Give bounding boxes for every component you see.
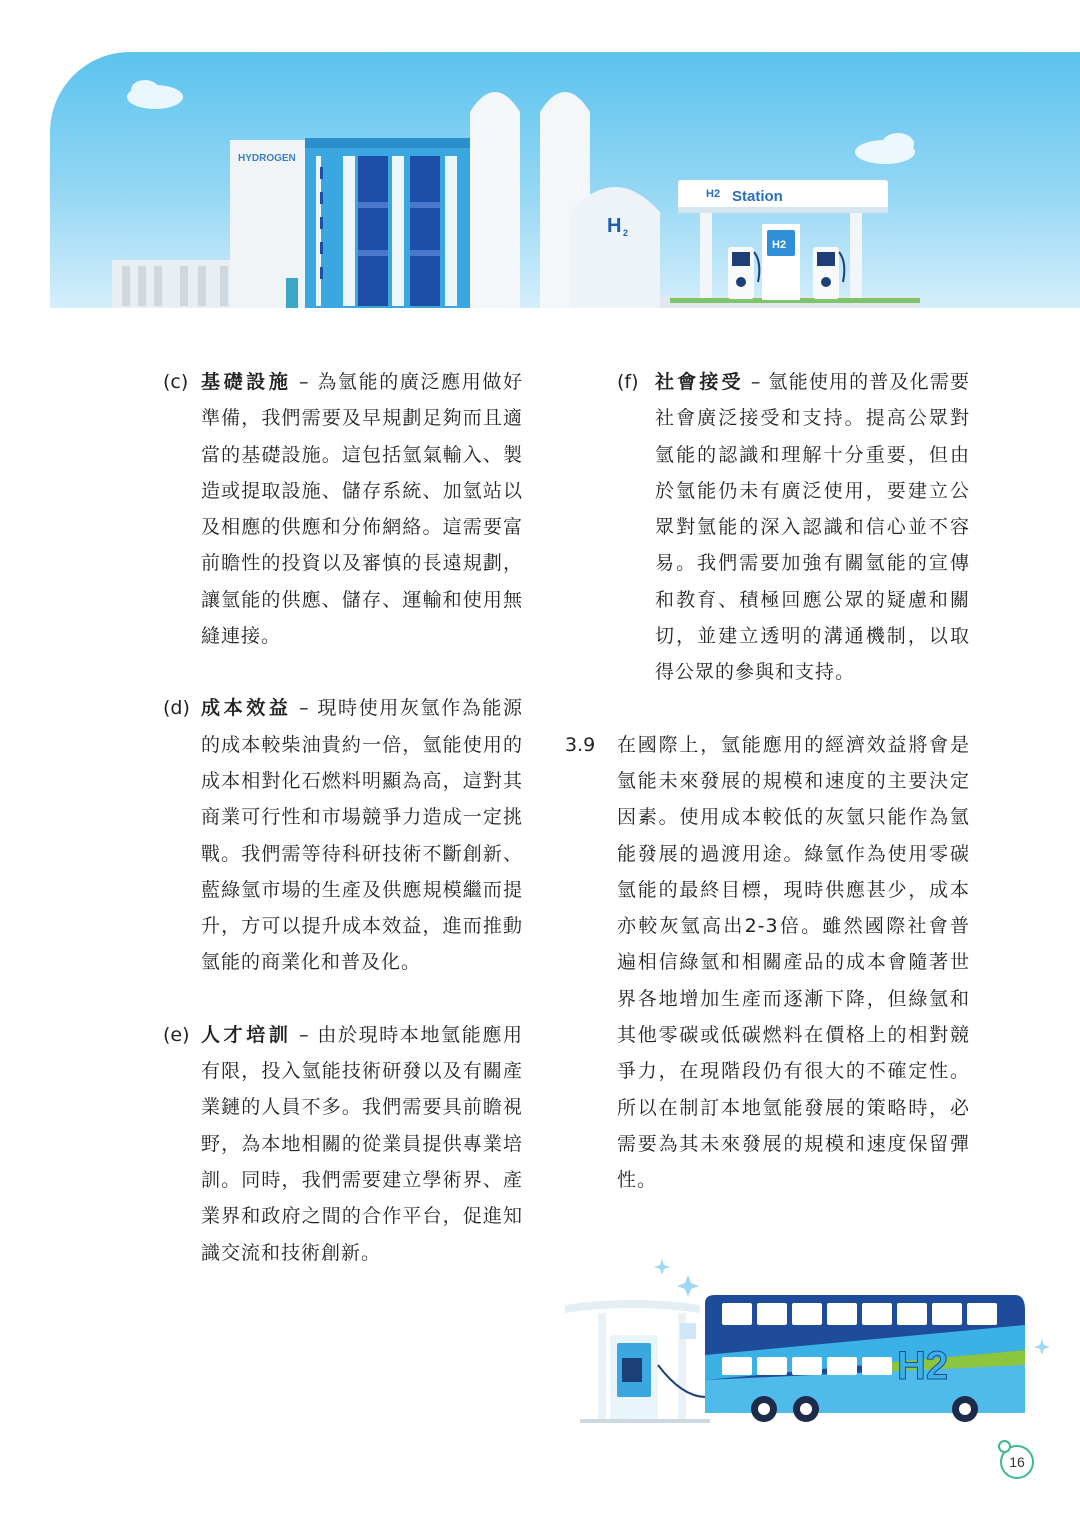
paragraph-number: 3.9 [565, 733, 596, 756]
section-c-infrastructure [163, 364, 523, 654]
list-marker: (d) [163, 697, 190, 720]
paragraph-text: 在國際上，氫能應用的經濟效益將會是氫能未來發展的規模和速度的主要決定因素。使用成本較低的灰氫只能作為氫能發展的過渡用途。綠氫作為使用零碳氫能的最終目標，現時供應甚少，成本亦較灰氫高出2-3倍。雖然國際社會普遍相信綠氫和相關產品的成本會隨著世界各地增加生產而逐漸下降，但綠氫和其他零碳或低碳燃料在價格上的相對競爭力，在現階段仍有很大的不確定性。所以在制訂本地氫能發展的策略時，必需要為其未來發展的規模和速度保留彈性。 [617, 733, 970, 1192]
right-column [565, 364, 970, 1199]
list-marker: (e) [163, 1023, 190, 1046]
paragraph-3-9 [565, 727, 970, 1199]
fuel-dispenser-icon [728, 247, 759, 299]
list-marker: (f) [617, 371, 639, 393]
svg-text:H: H [607, 215, 622, 237]
list-marker: (c) [163, 371, 189, 393]
section-f-social-acceptance [617, 364, 970, 691]
station-sign: Station [732, 188, 783, 205]
hydrogen-sign: HYDROGEN [238, 153, 296, 164]
left-column [163, 364, 523, 1307]
page-number: 16 [1000, 1445, 1034, 1479]
section-title: 成本效益 [201, 697, 292, 720]
section-title: 基礎設施 [201, 371, 292, 393]
charging-canopy [565, 1300, 700, 1313]
section-text: – 由於現時本地氫能應用有限，投入氫能技術研發以及有關產業鏈的人員不多。我們需要具前瞻視野，為本地相關的從業員提供專業培訓。同時，我們需要建立學術界、產業界和政府之間的合作平台，促進知識交流和技術創新。 [201, 1023, 523, 1264]
silo [470, 92, 520, 308]
h2-logo-icon: H2 [706, 188, 721, 200]
section-text: – 氫能使用的普及化需要社會廣泛接受和支持。提高公眾對氫能的認識和理解十分重要，但由於氫能仍未有廣泛使用，要建立公眾對氫能的深入認識和信心並不容易。我們需要加強有關氫能的宣傳和教育、積極回應公眾的疑慮和關切，並建立透明的溝通機制，以取得公眾的參與和支持。 [655, 371, 970, 684]
section-text: – 現時使用灰氫作為能源的成本較柴油貴約一倍，氫能使用的成本相對化石燃料明顯為高，這對其商業可行性和市場競爭力造成一定挑戰。我們需等待科研技術不斷創新、藍綠氫市場的生產及供應規模繼而提升，方可以提升成本效益，進而推動氫能的商業化和普及化。 [201, 697, 523, 974]
page-number-decoration [998, 1440, 1011, 1453]
svg-text:H2: H2 [772, 239, 787, 251]
bus-h2-label: H2 [897, 1344, 949, 1388]
h2-tank [570, 187, 660, 308]
section-title: 社會接受 [655, 371, 744, 393]
section-title: 人才培訓 [201, 1023, 292, 1046]
header-banner [50, 52, 1080, 308]
svg-text:2: 2 [623, 228, 629, 238]
section-text: – 為氫能的廣泛應用做好準備，我們需要及早規劃足夠而且適當的基礎設施。這包括氫氣輸入、製造或提取設施、儲存系統、加氫站以及相應的供應和分佈網絡。這需要富前瞻性的投資以及審慎的長遠規劃，讓氫能的供應、儲存、運輸和使用無縫連接。 [201, 371, 523, 648]
fuel-dispenser-icon [813, 247, 844, 299]
section-e-talent-training [163, 1017, 523, 1271]
hydrogen-plant-illustration [50, 52, 1080, 308]
hydrogen-bus-illustration [560, 1255, 1050, 1429]
section-d-cost-effectiveness [163, 690, 523, 980]
